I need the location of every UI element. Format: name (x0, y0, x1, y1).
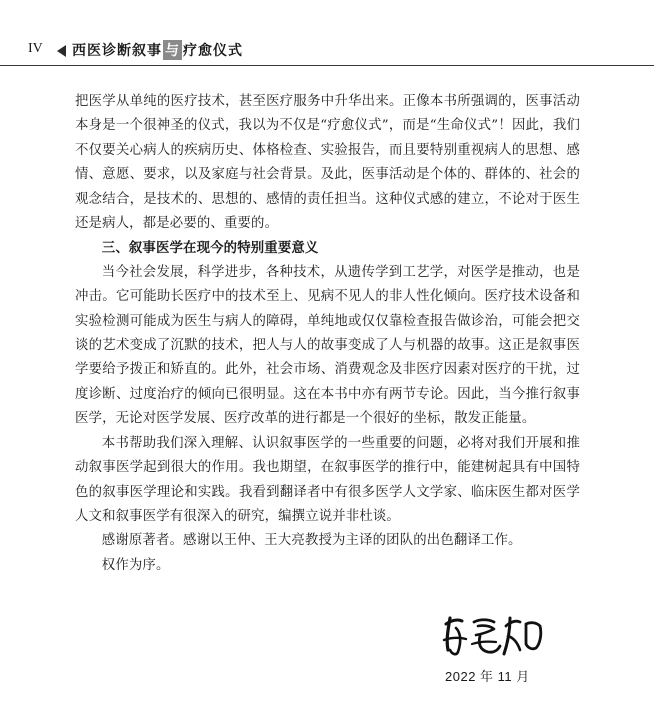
page-body (75, 90, 580, 578)
signature-date: 2022 年 11 月 (445, 669, 530, 684)
header-rule (0, 65, 654, 66)
section-heading: 三、叙事医学在现今的特别重要意义 (101, 240, 319, 257)
paragraph-continued: 把医学从单纯的医疗技术，甚至医疗服务中升华出来。正像本书所强调的，医事活动本身是一个很神圣的仪式，我以为不仅是“疗愈仪式”，而是“生命仪式”！因此，我们不仅要关心病人的疾病历史、体格检查、实验报告，而且要特别重视病人的思想、感情、意愿、要求，以及家庭与社会背景。及此，医事活动是个体的、群体的、社会的观念结合，是技术的、思想的、感情的责任担当。这种仪式感的建立，不论对于医生还是病人，都是必要的、重要的。 (75, 94, 580, 232)
paragraph: 当今社会发展，科学进步，各种技术，从遗传学到工艺学，对医学是推动，也是冲击。它可能助长医疗中的技术至上、见病不见人的非人性化倾向。医疗技术设备和实验检测可能成为医生与病人的障碍，单纯地或仅仅靠检查报告做诊治，可能会把交谈的艺术变成了沉默的技术，把人与人的故事变成了人与机器的故事。这正是叙事医学要给予拨正和矫直的。此外，社会市场、消费观念及非医疗因素对医疗的干扰，过度诊断、过度治疗的倾向已很明显。这在本书中亦有两节专论。因此，当今推行叙事医学，无论对医学发展、医疗改革的进行都是一个很好的坐标，散发正能量。 (75, 264, 580, 427)
page-number: IV (28, 41, 43, 56)
paragraph: 感谢原著者。感谢以王仲、王大亮教授为主译的团队的出色翻译工作。 (101, 533, 522, 549)
handwritten-signature-icon (438, 610, 548, 660)
triangle-left-icon (57, 45, 66, 57)
running-header (0, 35, 654, 65)
book-title-part1: 西医诊断叙事 (72, 43, 162, 59)
book-title-part2: 疗愈仪式 (183, 43, 243, 59)
paragraph: 权作为序。 (101, 557, 170, 573)
book-title (72, 40, 243, 60)
paragraph: 本书帮助我们深入理解、认识叙事医学的一些重要的问题，必将对我们开展和推动叙事医学起到很大的作用。我也期望，在叙事医学的推行中，能建树起具有中国特色的叙事医学理论和实践。我看到翻译者中有很多医学人文学家、临床医生都对医学人文和叙事医学有很深入的研究，编撰立说并非杜谈。 (75, 435, 580, 524)
book-title-conjunction: 与 (163, 40, 182, 60)
